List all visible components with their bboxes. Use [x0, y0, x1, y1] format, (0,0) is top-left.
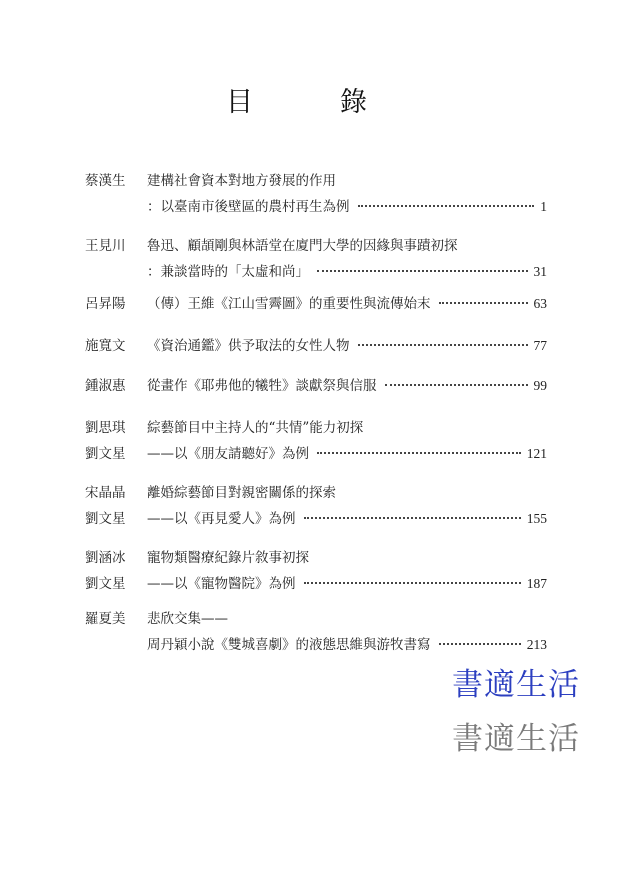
dot-leader	[317, 452, 521, 454]
toc-title: 綜藝節目中主持人的“共情”能力初探	[147, 420, 364, 436]
watermark-primary: 書適生活	[452, 667, 580, 703]
toc-page-number: 77	[533, 338, 547, 353]
toc-author: 施寬文	[85, 338, 126, 354]
toc-entry-line	[0, 171, 623, 191]
toc-title: ：以臺南市後壁區的農村再生為例	[147, 199, 350, 215]
toc-title: 悲欣交集——	[147, 611, 228, 627]
toc-entry-line	[0, 418, 623, 438]
dot-leader	[304, 517, 521, 519]
toc-entry-line	[0, 376, 623, 396]
toc-title: 建構社會資本對地方發展的作用	[147, 173, 336, 189]
page-title: 目 錄	[226, 87, 397, 118]
toc-entry-line	[0, 294, 623, 314]
toc-title: ——以《朋友請聽好》為例	[147, 446, 309, 462]
toc-title-with-page	[147, 635, 547, 655]
toc-title-with-page	[147, 509, 547, 529]
toc-title: 寵物類醫療紀錄片敘事初探	[147, 550, 309, 566]
toc-author: 劉涵冰	[85, 550, 126, 566]
toc-page-number: 187	[526, 576, 547, 591]
toc-entry-line	[0, 574, 623, 594]
toc-page-number: 155	[526, 511, 547, 526]
toc-title-with-page	[147, 444, 547, 464]
toc-page-number: 121	[526, 446, 547, 461]
toc-author: 劉文星	[85, 576, 126, 592]
toc-entry-line	[0, 236, 623, 256]
watermark-secondary: 書適生活	[452, 721, 580, 757]
toc-author: 劉文星	[85, 511, 126, 527]
toc-entry-line	[0, 336, 623, 356]
toc-author: 宋晶晶	[85, 485, 126, 501]
dot-leader	[317, 270, 528, 272]
toc-title-with-page	[147, 262, 547, 282]
toc-page-number: 31	[533, 264, 547, 279]
toc-title-with-page	[147, 197, 547, 217]
toc-entry-line	[0, 609, 623, 629]
toc-title: 《資治通鑑》供予取法的女性人物	[147, 338, 350, 354]
toc-entry-line	[0, 509, 623, 529]
dot-leader	[358, 344, 528, 346]
toc-page-number: 213	[526, 637, 547, 652]
toc-author: 王見川	[85, 238, 126, 254]
toc-title: ——以《再見愛人》為例	[147, 511, 296, 527]
toc-title-with-page	[147, 336, 547, 356]
toc-page-number: 1	[540, 199, 547, 214]
toc-entry-line	[0, 548, 623, 568]
toc-author: 鍾淑惠	[85, 378, 126, 394]
toc-title: 離婚綜藝節目對親密關係的探索	[147, 485, 336, 501]
toc-page-number: 99	[533, 378, 547, 393]
toc-title: （傳）王維《江山雪霽圖》的重要性與流傳始末	[147, 296, 431, 312]
toc-title: 周丹穎小說《雙城喜劇》的液態思維與游牧書寫	[147, 637, 431, 653]
toc-entry-line	[0, 262, 623, 282]
toc-title: 從畫作《耶弗他的犧牲》談獻祭與信服	[147, 378, 377, 394]
toc-title: ：兼談當時的「太虛和尚」	[147, 264, 309, 280]
toc-author: 劉文星	[85, 446, 126, 462]
dot-leader	[304, 582, 521, 584]
toc-author: 呂昇陽	[85, 296, 126, 312]
dot-leader	[385, 384, 528, 386]
toc-page-number: 63	[533, 296, 547, 311]
dot-leader	[358, 205, 535, 207]
toc-entry-line	[0, 197, 623, 217]
toc-author: 劉思琪	[85, 420, 126, 436]
toc-title-with-page	[147, 376, 547, 396]
toc-author: 蔡漢生	[85, 173, 126, 189]
dot-leader	[439, 302, 528, 304]
toc-author: 羅夏美	[85, 611, 126, 627]
dot-leader	[439, 643, 521, 645]
toc-title: 魯迅、顧頡剛與林語堂在廈門大學的因緣與事蹟初探	[147, 238, 458, 254]
toc-entry-line	[0, 444, 623, 464]
toc-entry-line	[0, 635, 623, 655]
toc-title: ——以《寵物醫院》為例	[147, 576, 296, 592]
toc-title-with-page	[147, 294, 547, 314]
toc-title-with-page	[147, 574, 547, 594]
toc-entry-line	[0, 483, 623, 503]
